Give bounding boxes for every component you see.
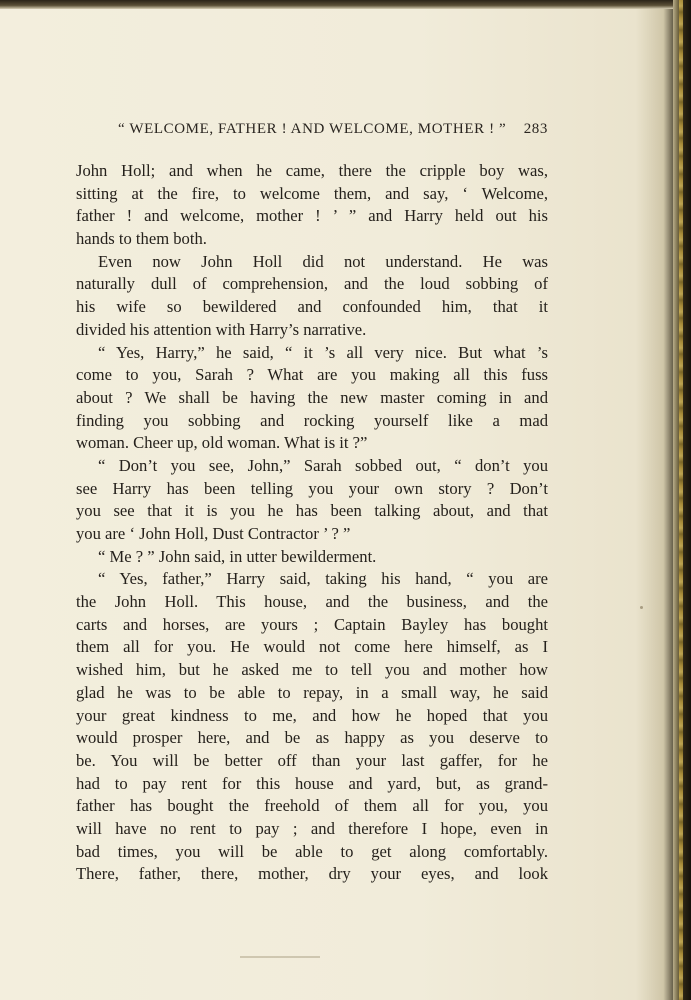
text-line: “ Yes, father,” Harry said, taking his hand, “ you are xyxy=(98,569,548,589)
text-line: bad times, you will be able to get along comfortably. xyxy=(76,841,548,861)
text-line: you are ‘ John Holl, Dust Contractor ’ ? ” xyxy=(76,524,351,543)
text-line: his wife so bewildered and confounded him, that it xyxy=(76,297,548,317)
text-line: come to you, Sarah ? What are you making all this fuss xyxy=(76,365,548,385)
text-line: glad he was to be able to repay, in a small way, he said xyxy=(76,682,548,702)
text-line: you see that it is you he has been talking about, and that xyxy=(76,501,548,521)
text-line: finding you sobbing and rocking yourself like a mad xyxy=(76,410,548,430)
running-title: “ WELCOME, FATHER ! AND WELCOME, MOTHER ! ” xyxy=(118,121,507,137)
page-bottom-mark xyxy=(240,956,320,958)
text-line: had to pay rent for this house and yard, but, as grand- xyxy=(76,773,548,793)
text-line: “ Me ? ” John said, in utter bewilderment. xyxy=(98,546,377,566)
page-number: 283 xyxy=(523,121,548,137)
text-line: wished him, but he asked me to tell you and mother how xyxy=(76,660,548,680)
page-top-edge xyxy=(0,0,691,9)
spine-gilding xyxy=(679,0,683,1000)
text-line: the John Holl. This house, and the business, and the xyxy=(76,592,548,612)
text-line: father ! and welcome, mother ! ’ ” and Harry held out his xyxy=(76,206,548,226)
text-line: see Harry has been telling you your own story ? Don’t xyxy=(76,478,548,498)
text-line: will have no rent to pay ; and therefore I hope, even in xyxy=(76,818,548,838)
body-text xyxy=(76,160,548,886)
text-line: Even now John Holl did not understand. He was xyxy=(98,251,548,271)
running-header xyxy=(118,121,548,138)
text-line: There, father, there, mother, dry your eyes, and look xyxy=(76,864,548,884)
text-line: father has bought the freehold of them all for you, you xyxy=(76,796,548,816)
text-line: woman. Cheer up, old woman. What is it ?” xyxy=(76,433,368,453)
text-line: divided his attention with Harry’s narrative. xyxy=(76,319,367,339)
text-line: “ Yes, Harry,” he said, “ it ’s all very nice. But what ’s xyxy=(98,342,548,362)
paper-speck xyxy=(640,606,643,609)
text-line: “ Don’t you see, John,” Sarah sobbed out, “ don’t you xyxy=(98,455,548,475)
text-line: be. You will be better off than your last gaffer, for he xyxy=(76,750,548,770)
text-line: them all for you. He would not come here himself, as I xyxy=(76,637,548,657)
text-line: John Holl; and when he came, there the cripple boy was, xyxy=(76,161,548,180)
text-line: carts and horses, are yours ; Captain Bayley has bought xyxy=(76,614,548,634)
text-line: naturally dull of comprehension, and the loud sobbing of xyxy=(76,274,548,294)
text-line: your great kindness to me, and how he hoped that you xyxy=(76,705,548,725)
text-line: would prosper here, and be as happy as you deserve to xyxy=(76,728,548,748)
text-line: sitting at the fire, to welcome them, and say, ‘ Welcome, xyxy=(76,183,548,203)
text-line: about ? We shall be having the new master coming in and xyxy=(76,387,548,407)
text-line: hands to them both. xyxy=(76,229,207,249)
